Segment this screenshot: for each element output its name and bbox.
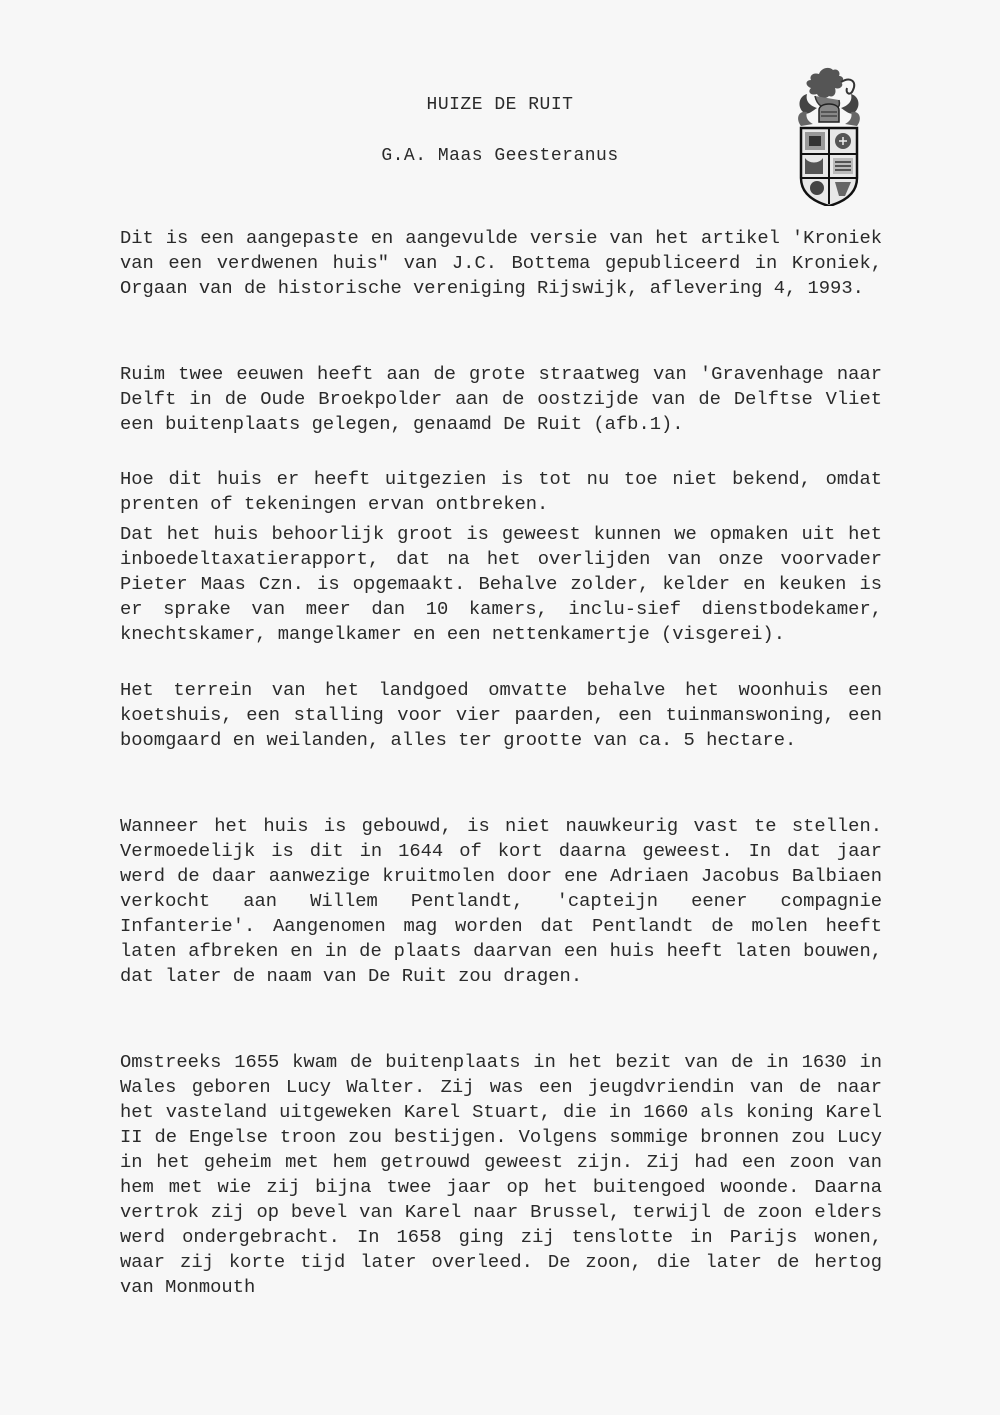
body-paragraph: Wanneer het huis is gebouwd, is niet nauwkeurig vast te stellen. Vermoedelijk is dit in 1644 of kort daarna geweest. In dat jaar werd de daar aanwezige kruitmolen door ene Adriaen Jacobus Balbiaen verkocht aan Willem Pentlandt, 'capteijn eener compagnie Infanterie'. Aangenomen mag worden dat Pentlandt de molen heeft laten afbreken en in de plaats daarvan een huis heeft laten bouwen, dat later de naam van De Ruit zou dragen. xyxy=(120,815,882,987)
intro-paragraph: Dit is een aangepaste en aangevulde versie van het artikel 'Kroniek van een verdwenen huis" van J.C. Bottema gepubliceerd in Kroniek, Orgaan van de historische vereniging Rijswijk, aflevering 4, 1993. xyxy=(120,227,882,299)
document-author: G.A. Maas Geesteranus xyxy=(381,146,619,166)
coat-of-arms-icon xyxy=(795,66,863,206)
body-paragraph: Dat het huis behoorlijk groot is geweest kunnen we opmaken uit het inboedeltaxatierapport, dat na het overlijden van onze voorvader Pieter Maas Czn. is opgemaakt. Behalve zolder, kelder en keuken is er sprake van meer dan 10 kamers, inclu-sief dienstbodekamer, knechtskamer, mangelkamer en een nettenkamertje (visgerei). xyxy=(120,523,882,645)
body-paragraph: Ruim twee eeuwen heeft aan de grote straatweg van 'Gravenhage naar Delft in de Oude Broekpolder aan de oostzijde van de Delftse Vliet een buitenplaats gelegen, genaamd De Ruit (afb.1). xyxy=(120,363,882,435)
body-paragraph: Omstreeks 1655 kwam de buitenplaats in het bezit van de in 1630 in Wales geboren Lucy Walter. Zij was een jeugdvriendin van de naar het vasteland uitgeweken Karel Stuart, die in 1660 als koning Karel II de Engelse troon zou bestijgen. Volgens sommige bronnen zou Lucy in het geheim met hem getrouwd geweest zijn. Zij had een zoon van hem met wie zij bijna twee jaar op het buitengoed woonde. Daarna vertrok zij op bevel van Karel naar Brussel, terwijl de zoon elders werd ondergebracht. In 1658 ging zij tenslotte in Parijs wonen, waar zij korte tijd later overleed. De zoon, die later de hertog van Monmouth xyxy=(120,1051,882,1298)
body-paragraph: Het terrein van het landgoed omvatte behalve het woonhuis een koetshuis, een stalling voor vier paarden, een tuinmanswoning, een boomgaard en weilanden, alles ter grootte van ca. 5 hectare. xyxy=(120,679,882,751)
body-paragraph: Hoe dit huis er heeft uitgezien is tot nu toe niet bekend, omdat prenten of tekeningen ervan ontbreken. xyxy=(120,468,882,515)
document-title: HUIZE DE RUIT xyxy=(426,95,574,115)
